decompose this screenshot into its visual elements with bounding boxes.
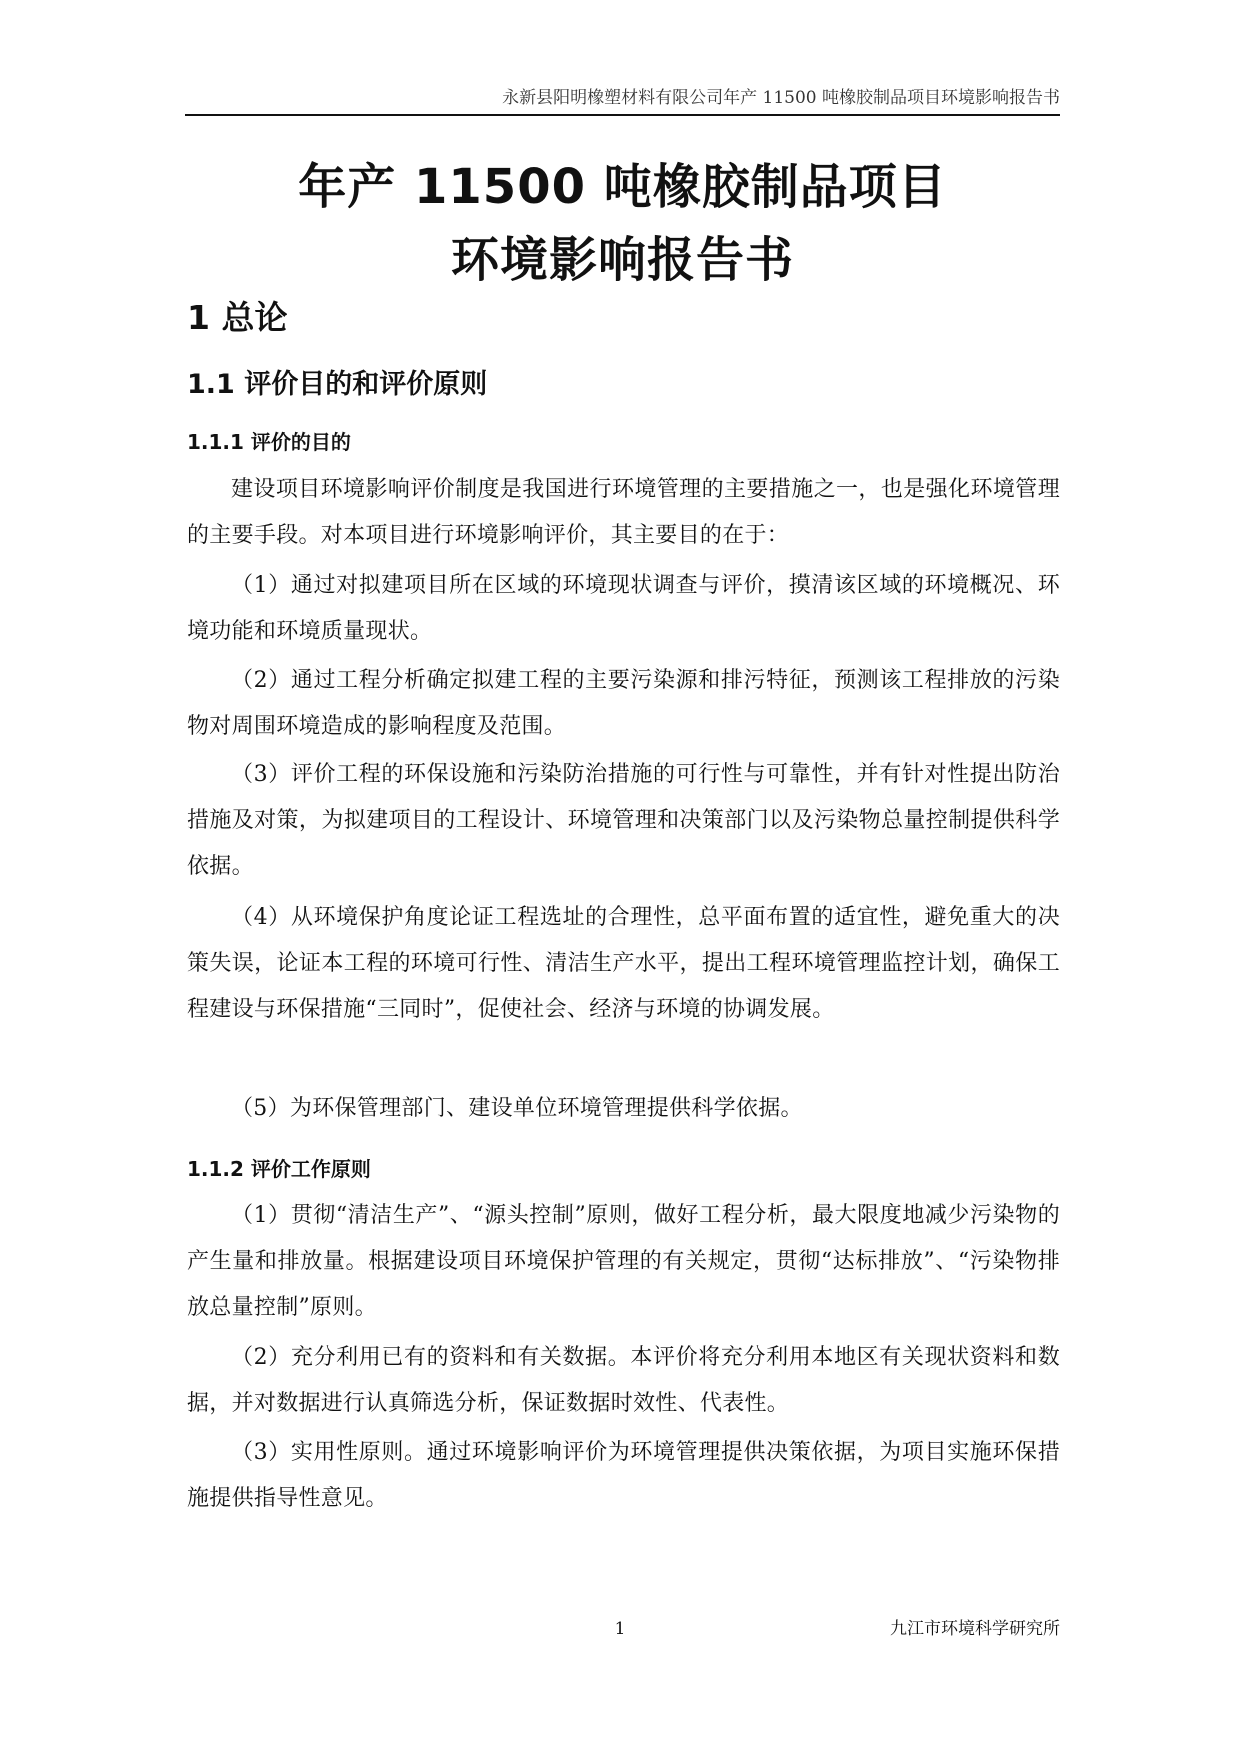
footer-organization: 九江市环境科学研究所 (890, 1619, 1060, 1639)
document-title-line-1: 年产 11500 吨橡胶制品项目 (298, 159, 947, 215)
paragraph-intro: 建设项目环境影响评价制度是我国进行环境管理的主要措施之一，也是强化环境管理的主要手段。对本项目进行环境影响评价，其主要目的在于： (187, 477, 1060, 548)
paragraph-purpose-4: （4）从环境保护角度论证工程选址的合理性，总平面布置的适宜性，避免重大的决策失误，论证本工程的环境可行性、清洁生产水平，提出工程环境管理监控计划，确保工程建设与环保措施“三同时”，促使社会、经济与环境的协调发展。 (187, 905, 1060, 1022)
document-title-line-2: 环境影响报告书 (450, 232, 794, 288)
paragraph-principle-2: （2）充分利用已有的资料和有关数据。本评价将充分利用本地区有关现状资料和数据，并对数据进行认真筛选分析，保证数据时效性、代表性。 (187, 1345, 1060, 1416)
subsection-heading-purpose: 1.1.1 评价的目的 (187, 430, 351, 454)
paragraph-purpose-5: （5）为环保管理部门、建设单位环境管理提供科学依据。 (231, 1096, 803, 1121)
subsection-heading-principles: 1.1.2 评价工作原则 (187, 1157, 371, 1181)
paragraph-purpose-1: （1）通过对拟建项目所在区域的环境现状调查与评价，摸清该区域的环境概况、环境功能和环境质量现状。 (187, 573, 1060, 644)
paragraph-principle-1: （1）贯彻“清洁生产”、“源头控制”原则，做好工程分析，最大限度地减少污染物的产生量和排放量。根据建设项目环境保护管理的有关规定，贯彻“达标排放”、“污染物排放总量控制”原则。 (187, 1203, 1060, 1320)
paragraph-principle-3: （3）实用性原则。通过环境影响评价为环境管理提供决策依据，为项目实施环保措施提供指导性意见。 (187, 1440, 1060, 1511)
page-number: 1 (614, 1619, 626, 1639)
chapter-heading: 1 总论 (187, 298, 288, 337)
header-rule (185, 114, 1060, 116)
paragraph-purpose-3: （3）评价工程的环保设施和污染防治措施的可行性与可靠性，并有针对性提出防治措施及对策，为拟建项目的工程设计、环境管理和决策部门以及污染物总量控制提供科学依据。 (187, 762, 1060, 879)
section-heading: 1.1 评价目的和评价原则 (187, 369, 488, 400)
paragraph-purpose-2: （2）通过工程分析确定拟建工程的主要污染源和排污特征，预测该工程排放的污染物对周围环境造成的影响程度及范围。 (187, 668, 1060, 739)
running-header: 永新县阳明橡塑材料有限公司年产 11500 吨橡胶制品项目环境影响报告书 (502, 88, 1060, 108)
